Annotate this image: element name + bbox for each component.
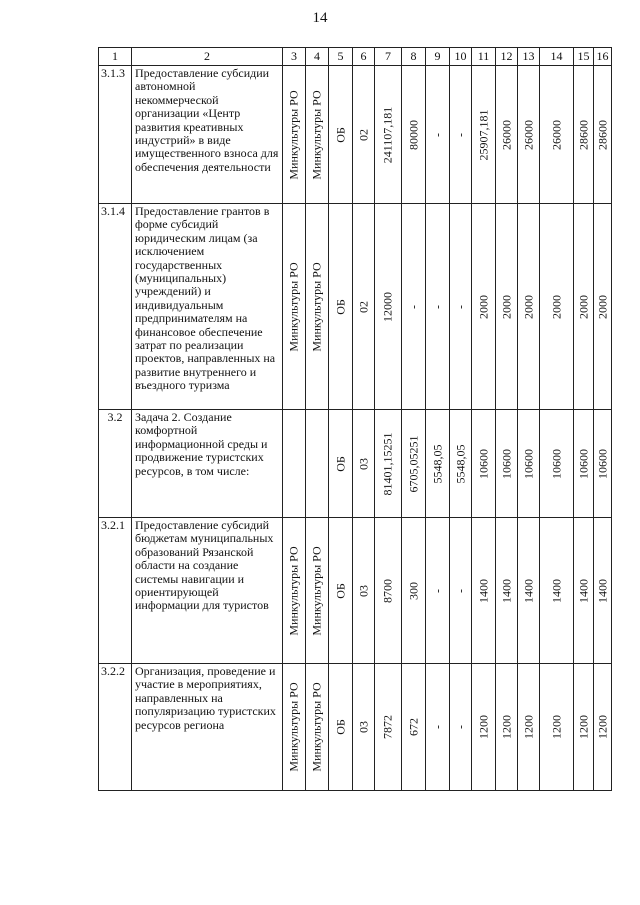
cell-col12: [496, 518, 518, 664]
cell-col12: [496, 204, 518, 410]
cell-value: 02: [355, 300, 370, 313]
cell-value: 1200: [594, 715, 609, 739]
cell-col9: [426, 518, 450, 664]
cell-col5: [329, 66, 353, 204]
cell-col6: [353, 664, 375, 791]
cell-col3: [283, 204, 306, 410]
column-number: 3: [283, 48, 306, 66]
cell-col16: [594, 664, 612, 791]
cell-value: -: [429, 725, 444, 729]
cell-col9: [426, 66, 450, 204]
cell-col15: [574, 410, 594, 518]
cell-value: 7872: [380, 715, 395, 739]
cell-value: 03: [355, 457, 370, 470]
cell-col13: [518, 66, 540, 204]
cell-col4: [306, 410, 329, 518]
cell-col6: [353, 66, 375, 204]
cell-value: -: [405, 304, 420, 309]
cell-value: 1400: [498, 578, 513, 603]
table-row: [99, 204, 612, 410]
cell-value: 26000: [520, 119, 535, 150]
cell-value: 300: [405, 581, 420, 600]
cell-value: Минкультуры РО: [286, 682, 301, 772]
cell-col13: [518, 204, 540, 410]
cell-value: 5548,05: [452, 444, 467, 483]
cell-col15: [574, 66, 594, 204]
cell-col8: [402, 664, 426, 791]
cell-col14: [540, 410, 574, 518]
row-code: 3.1.3: [99, 66, 132, 204]
cell-value: 1200: [575, 715, 590, 739]
cell-col11: [472, 410, 496, 518]
cell-col16: [594, 410, 612, 518]
cell-value: 26000: [548, 119, 563, 150]
cell-value: 2000: [548, 294, 563, 319]
program-table: [98, 47, 612, 791]
cell-value: -: [429, 132, 444, 137]
cell-col14: [540, 664, 574, 791]
cell-value: Минкультуры РО: [309, 545, 324, 636]
table-row: [99, 410, 612, 518]
cell-col10: [450, 664, 472, 791]
cell-col9: [426, 410, 450, 518]
table-row: [99, 518, 612, 664]
cell-col3: [283, 410, 306, 518]
cell-value: 8700: [380, 578, 395, 603]
cell-value: 80000: [405, 119, 420, 150]
cell-col8: [402, 518, 426, 664]
column-number: 12: [496, 48, 518, 66]
cell-col16: [594, 204, 612, 410]
cell-col4: [306, 204, 329, 410]
cell-col4: [306, 518, 329, 664]
cell-value: 28600: [594, 119, 609, 150]
cell-value: Минкультуры РО: [286, 261, 301, 352]
cell-col9: [426, 204, 450, 410]
cell-col5: [329, 204, 353, 410]
cell-value: 12000: [380, 291, 395, 322]
cell-value: Минкультуры РО: [309, 89, 324, 180]
column-number: 10: [450, 48, 472, 66]
cell-value: 1200: [475, 715, 490, 739]
cell-value: ОБ: [332, 582, 347, 599]
cell-value: 03: [355, 584, 370, 597]
cell-value: ОБ: [332, 719, 347, 735]
cell-col12: [496, 664, 518, 791]
cell-col12: [496, 410, 518, 518]
cell-col13: [518, 410, 540, 518]
column-number: 9: [426, 48, 450, 66]
cell-value: 81401,15251: [380, 432, 395, 495]
row-code: 3.2.2: [99, 664, 132, 791]
cell-value: 1200: [548, 715, 563, 739]
cell-col5: [329, 410, 353, 518]
cell-value: 2000: [475, 294, 490, 319]
column-number: 7: [375, 48, 402, 66]
column-number: 14: [540, 48, 574, 66]
cell-col8: [402, 204, 426, 410]
cell-col11: [472, 66, 496, 204]
cell-col14: [540, 204, 574, 410]
cell-col16: [594, 66, 612, 204]
cell-value: ОБ: [332, 455, 347, 472]
cell-value: 1200: [498, 715, 513, 739]
cell-value: ОБ: [332, 126, 347, 143]
row-code: 3.1.4: [99, 204, 132, 410]
cell-col4: [306, 664, 329, 791]
cell-value: 10600: [594, 448, 609, 479]
column-number: 5: [329, 48, 353, 66]
cell-value: -: [452, 132, 467, 137]
cell-col6: [353, 518, 375, 664]
cell-value: Минкультуры РО: [309, 261, 324, 352]
cell-col16: [594, 518, 612, 664]
row-description: Предоставление грантов в форме субсидий юридическим лицам (за исключением государственных (муниципальных) учреждений) и индивидуальным предпринимателям на финансовое обеспечение затрат по реализации проектов, направленных на развитие внутреннего и въездного туризма: [132, 204, 283, 410]
cell-value: 5548,05: [429, 444, 444, 483]
row-description: Предоставление субсидии автономной некоммерческой организации «Центр развития креативных индустрий» в виде имущественного взноса для обеспечения деятельности: [132, 66, 283, 204]
cell-value: Минкультуры РО: [286, 89, 301, 180]
cell-col7: [375, 664, 402, 791]
column-number: 8: [402, 48, 426, 66]
cell-value: 2000: [575, 294, 590, 319]
row-description: Организация, проведение и участие в мероприятиях, направленных на популяризацию туристских ресурсов региона: [132, 664, 283, 791]
table-row: [99, 66, 612, 204]
row-description: Предоставление субсидий бюджетам муниципальных образований Рязанской области на создание системы навигации и ориентирующей информации для туристов: [132, 518, 283, 664]
cell-value: -: [452, 725, 467, 729]
cell-value: -: [429, 588, 444, 593]
cell-value: 2000: [498, 294, 513, 319]
cell-col10: [450, 518, 472, 664]
cell-col11: [472, 664, 496, 791]
cell-col11: [472, 518, 496, 664]
cell-col14: [540, 518, 574, 664]
cell-value: Минкультуры РО: [286, 545, 301, 636]
cell-col7: [375, 204, 402, 410]
cell-value: -: [452, 588, 467, 593]
column-number: 11: [472, 48, 496, 66]
cell-value: 28600: [575, 119, 590, 150]
cell-col6: [353, 204, 375, 410]
cell-value: 1400: [520, 578, 535, 603]
cell-col11: [472, 204, 496, 410]
cell-value: 1400: [475, 578, 490, 603]
cell-value: 2000: [520, 294, 535, 319]
cell-col7: [375, 518, 402, 664]
row-description: Задача 2. Создание комфортной информационной среды и продвижение туристских ресурсов, в том числе:: [132, 410, 283, 518]
cell-value: Минкультуры РО: [309, 682, 324, 772]
cell-value: 672: [405, 718, 420, 736]
cell-value: -: [452, 304, 467, 309]
cell-value: 02: [355, 128, 370, 141]
cell-col9: [426, 664, 450, 791]
cell-value: 26000: [498, 119, 513, 150]
cell-value: 25907,181: [475, 109, 490, 160]
column-number: 1: [99, 48, 132, 66]
cell-value: 10600: [575, 448, 590, 479]
cell-value: 03: [355, 721, 370, 733]
cell-col3: [283, 664, 306, 791]
cell-value: 1400: [594, 578, 609, 603]
cell-value: 10600: [520, 448, 535, 479]
row-code: 3.2.1: [99, 518, 132, 664]
cell-value: 241107,181: [380, 106, 395, 163]
cell-col12: [496, 66, 518, 204]
column-number: 15: [574, 48, 594, 66]
cell-value: 6705,05251: [405, 435, 420, 492]
cell-col7: [375, 410, 402, 518]
column-number: 2: [132, 48, 283, 66]
cell-col13: [518, 664, 540, 791]
cell-value: 1400: [575, 578, 590, 603]
cell-col5: [329, 664, 353, 791]
cell-col15: [574, 518, 594, 664]
cell-col13: [518, 518, 540, 664]
cell-value: -: [429, 304, 444, 309]
cell-col15: [574, 664, 594, 791]
cell-value: 1400: [548, 578, 563, 603]
cell-col10: [450, 204, 472, 410]
cell-col14: [540, 66, 574, 204]
table-row: [99, 664, 612, 791]
cell-value: ОБ: [332, 298, 347, 315]
cell-col10: [450, 66, 472, 204]
cell-col4: [306, 66, 329, 204]
cell-col3: [283, 66, 306, 204]
column-number: 6: [353, 48, 375, 66]
cell-col3: [283, 518, 306, 664]
column-number: 4: [306, 48, 329, 66]
cell-col8: [402, 66, 426, 204]
cell-col10: [450, 410, 472, 518]
cell-col15: [574, 204, 594, 410]
cell-value: 10600: [498, 448, 513, 479]
cell-col8: [402, 410, 426, 518]
cell-value: 1200: [520, 715, 535, 739]
page-number: 14: [312, 10, 328, 26]
cell-col5: [329, 518, 353, 664]
cell-value: 2000: [594, 294, 609, 319]
column-number: 16: [594, 48, 612, 66]
cell-col6: [353, 410, 375, 518]
row-code: 3.2: [99, 410, 132, 518]
cell-value: 10600: [548, 448, 563, 479]
cell-col7: [375, 66, 402, 204]
cell-value: 10600: [475, 448, 490, 479]
header-row: [99, 48, 612, 66]
column-number: 13: [518, 48, 540, 66]
